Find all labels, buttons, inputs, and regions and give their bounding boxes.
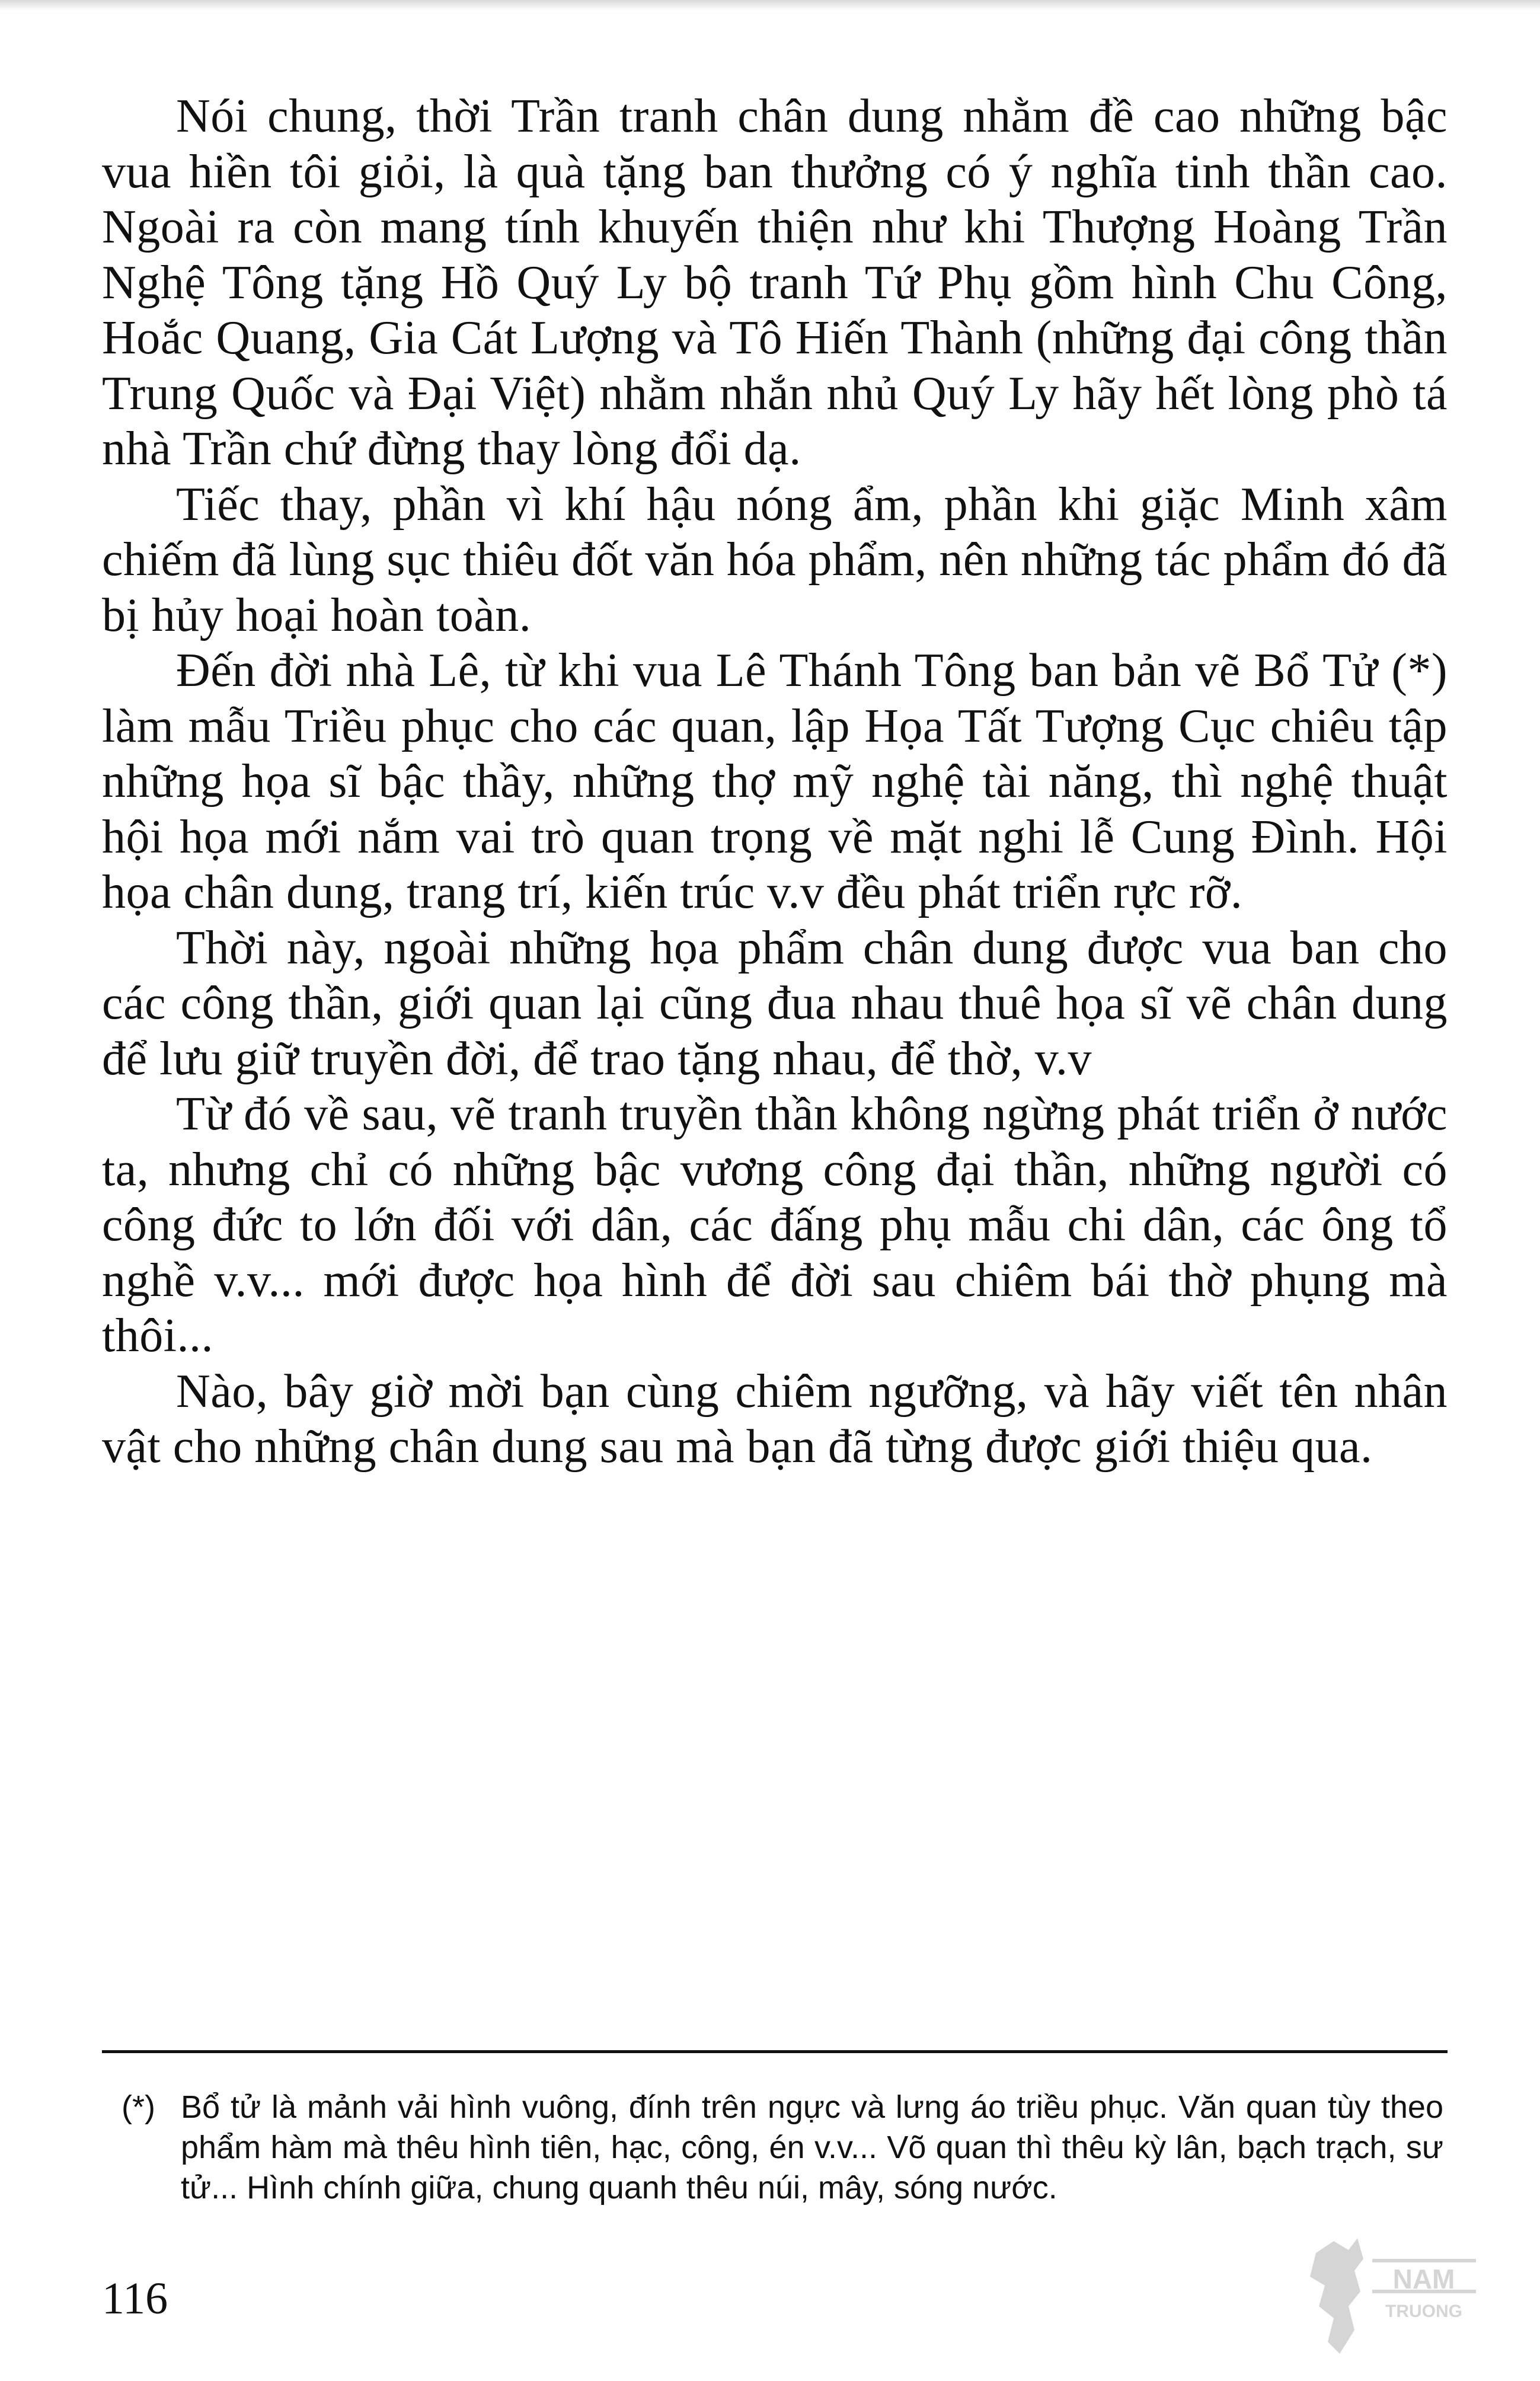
footnote-text: Bổ tử là mảnh vải hình vuông, đính trên ngực và lưng áo triều phục. Văn quan tùy theo phẩm hàm mà thêu hình tiên, hạc, công, én v.v... Võ quan thì thêu kỳ lân, bạch trạch, sư tử... Hình chính giữa, chung quanh thêu núi, mây, sóng nước. [181,2089,1443,2206]
paragraph: Nói chung, thời Trần tranh chân dung nhằm đề cao những bậc vua hiền tôi giỏi, là quà tặng ban thưởng có ý nghĩa tinh thần cao. Ngoài ra còn mang tính khuyến thiện như khi Thượng Hoàng Trần Nghệ Tông tặng Hồ Quý Ly bộ tranh Tứ Phụ gồm hình Chu Công, Hoắc Quang, Gia Cát Lượng và Tô Hiến Thành (những đại công thần Trung Quốc và Đại Việt) nhằm nhắn nhủ Quý Ly hãy hết lòng phò tá nhà Trần chứ đừng thay lòng đổi dạ. [102,90,1448,475]
paragraph: Từ đó về sau, vẽ tranh truyền thần không ngừng phát triển ở nước ta, nhưng chỉ có những bậc vương công đại thần, những người có công đức to lớn đối với dân, các đấng phụ mẫu chi dân, các ông tổ nghề v.v... mới được họa hình để đời sau chiêm bái thờ phụng mà thôi... [102,1088,1448,1362]
logo-text-2: TRUONG [1385,2302,1462,2321]
paragraph: Đến đời nhà Lê, từ khi vua Lê Thánh Tông ban bản vẽ Bổ Tử (*) làm mẫu Triều phục cho các quan, lập Họa Tất Tượng Cục chiêu tập những họa sĩ bậc thầy, những thợ mỹ nghệ tài năng, thì nghệ thuật hội họa mới nắm vai trò quan trọng về mặt nghi lễ Cung Đình. Hội họa chân dung, trang trí, kiến trúc v.v đều phát triển rực rỡ. [102,644,1448,918]
footnote [122,2087,1443,2208]
paragraph: Nào, bây giờ mời bạn cùng chiêm ngưỡng, và hãy viết tên nhân vật cho những chân dung sau mà bạn đã từng được giới thiệu qua. [102,1365,1448,1473]
footnote-divider [102,2050,1448,2053]
footnote-marker: (*) [122,2089,155,2125]
body-text [102,89,1448,1475]
logo-text-1: NAM [1392,2264,1455,2294]
publisher-logo-icon [1292,2235,1482,2360]
paragraph: Tiếc thay, phần vì khí hậu nóng ẩm, phần khi giặc Minh xâm chiếm đã lùng sục thiêu đốt văn hóa phẩm, nên những tác phẩm đó đã bị hủy hoại hoàn toàn. [102,478,1448,641]
paragraph: Thời này, ngoài những họa phẩm chân dung được vua ban cho các công thần, giới quan lại cũng đua nhau thuê họa sĩ vẽ chân dung để lưu giữ truyền đời, để trao tặng nhau, để thờ, v.v [102,921,1448,1085]
page-number: 116 [102,2274,168,2323]
page-top-edge [0,0,1540,11]
